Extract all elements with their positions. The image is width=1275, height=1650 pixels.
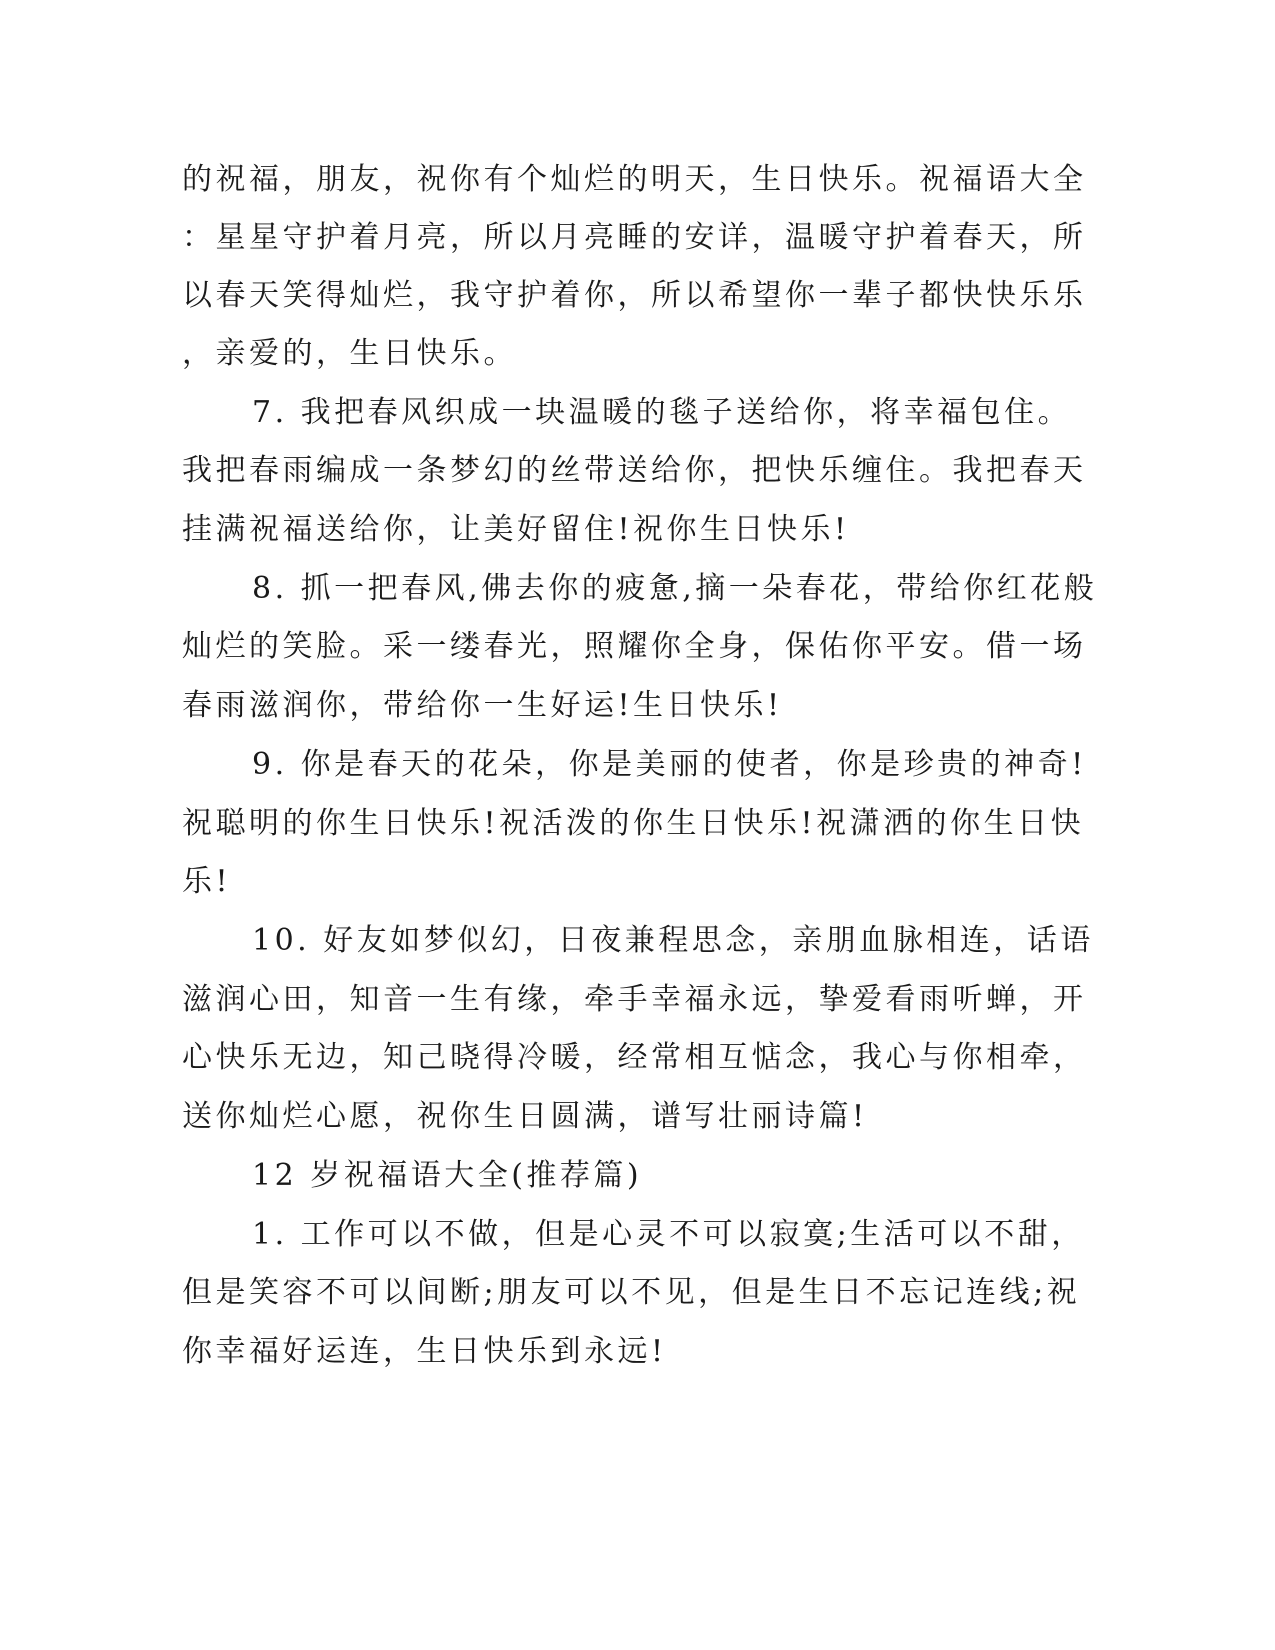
text-line: 心快乐无边，知己晓得冷暖，经常相互惦念，我心与你相牵，: [182, 1040, 1087, 1075]
item-7-first-line: 7. 我把春风织成一块温暖的毯子送给你，将幸福包住。: [252, 395, 1072, 430]
item-8-first-line: 8. 抓一把春风,佛去你的疲惫,摘一朵春花，带给你红花般: [252, 571, 1098, 606]
text-line: ，亲爱的，生日快乐。: [182, 336, 517, 371]
text-line: 你幸福好运连，生日快乐到永远!: [182, 1334, 667, 1369]
text-line: 以春天笑得灿烂，我守护着你，所以希望你一辈子都快快乐乐: [182, 278, 1087, 313]
text-line: 滋润心田，知音一生有缘，牵手幸福永远，挚爱看雨听蝉，开: [182, 982, 1087, 1017]
text-line: ：星星守护着月亮，所以月亮睡的安详，温暖守护着春天，所: [182, 220, 1087, 255]
item-9-first-line: 9. 你是春天的花朵，你是美丽的使者，你是珍贵的神奇!: [252, 747, 1087, 782]
item-10-first-line: 10. 好友如梦似幻，日夜兼程思念，亲朋血脉相连，话语: [252, 923, 1094, 958]
item-1-first-line: 1. 工作可以不做，但是心灵不可以寂寞;生活可以不甜，: [252, 1217, 1085, 1252]
text-line: 送你灿烂心愿，祝你生日圆满，谱写壮丽诗篇!: [182, 1099, 868, 1134]
text-line: 祝聪明的你生日快乐!祝活泼的你生日快乐!祝潇洒的你生日快: [182, 806, 1085, 841]
text-line: 的祝福，朋友，祝你有个灿烂的明天，生日快乐。祝福语大全: [182, 162, 1087, 197]
text-line: 乐!: [182, 864, 232, 899]
text-line: 我把春雨编成一条梦幻的丝带送给你，把快乐缠住。我把春天: [182, 453, 1087, 488]
text-line: 但是笑容不可以间断;朋友可以不见，但是生日不忘记连线;祝: [182, 1275, 1081, 1310]
text-line: 挂满祝福送给你，让美好留住!祝你生日快乐!: [182, 512, 850, 547]
section-heading: 12 岁祝福语大全(推荐篇): [252, 1158, 643, 1193]
text-line: 春雨滋润你，带给你一生好运!生日快乐!: [182, 688, 783, 723]
text-line: 灿烂的笑脸。采一缕春光，照耀你全身，保佑你平安。借一场: [182, 629, 1087, 664]
